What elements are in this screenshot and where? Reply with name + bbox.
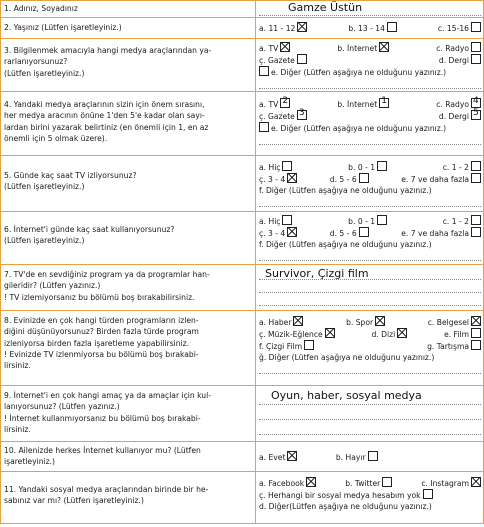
- option-label: f. Diğer (Lütfen aşağıya ne olduğunu yazınız.): [259, 240, 432, 249]
- checkbox[interactable]: [471, 328, 481, 338]
- option-label: e. Film: [444, 330, 469, 339]
- write-in-line[interactable]: [259, 405, 481, 420]
- question-line: (Lütfen işaretleyiniz.): [4, 68, 85, 78]
- question-line: ! İnternet kullanmıyorsanız bu bölümü boş bırakabi-: [4, 413, 201, 423]
- checkbox[interactable]: [259, 66, 269, 76]
- option-label: b. İnternet: [337, 44, 378, 53]
- checkbox-checked[interactable]: [471, 316, 481, 326]
- write-in-line[interactable]: [259, 78, 481, 89]
- other-label: [259, 66, 481, 78]
- checkbox[interactable]: [387, 22, 397, 32]
- option-label: b. Twitter: [345, 479, 381, 488]
- checkbox[interactable]: [368, 451, 378, 461]
- question-row-11: [1, 472, 484, 524]
- checkbox-checked[interactable]: [397, 328, 407, 338]
- option-label: c. 1 - 2: [442, 163, 469, 172]
- option-label: a. Facebook: [259, 479, 305, 488]
- option-label: b. 13 - 14: [348, 24, 385, 33]
- question-cell: [1, 18, 256, 39]
- option-label: b. Hayır: [335, 453, 366, 462]
- question-label: 2. Yaşınız (Lütfen işaretleyiniz.): [4, 23, 122, 32]
- option-label: ç. 3 - 4: [259, 229, 286, 238]
- answer-cell: [256, 18, 484, 39]
- rank-box[interactable]: [471, 110, 481, 120]
- answer-cell: [256, 472, 484, 524]
- answer-cell: [256, 39, 484, 92]
- option-label: e. 7 ve daha fazla: [401, 229, 469, 238]
- checkbox-checked[interactable]: [471, 477, 481, 487]
- name-line: [259, 1, 481, 16]
- option-label: c. Instagram: [421, 479, 469, 488]
- question-cell: [1, 442, 256, 472]
- checkbox[interactable]: [471, 161, 481, 171]
- write-in-line[interactable]: [259, 196, 481, 207]
- option-label: ç. Herhangi bir sosyal medya hesabım yok: [259, 491, 421, 500]
- checkbox-checked[interactable]: [280, 42, 290, 52]
- question-line: 11. Yandaki sosyal medya araçlarından birinde bir he-: [4, 485, 209, 494]
- option-label: ç. Müzik-Eğlence: [259, 330, 323, 339]
- question-line: (Lütfen işaretleyiniz.): [4, 236, 85, 246]
- question-line: diğini düşünüyorsunuz? Birden fazla türde program: [4, 327, 199, 337]
- option-label: d. Dergi: [438, 56, 469, 65]
- rank-box[interactable]: [280, 98, 290, 108]
- checkbox[interactable]: [471, 22, 481, 32]
- question-cell: [1, 1, 256, 18]
- rank-box[interactable]: [471, 98, 481, 108]
- checkbox-checked[interactable]: [325, 328, 335, 338]
- option-label: d. Diğer(Lütfen aşağıya ne olduğunu yazınız.): [259, 502, 432, 511]
- checkbox[interactable]: [471, 173, 481, 183]
- option-label: f. Çizgi Film: [259, 342, 303, 351]
- option-label: c. Belgesel: [427, 318, 469, 327]
- question-row-8: [1, 311, 484, 386]
- question-row-3: [1, 39, 484, 92]
- question-line: ! TV izlemiyorsanız bu bölümü boş bırakabilirsiniz.: [4, 292, 195, 302]
- question-row-2: [1, 18, 484, 39]
- checkbox[interactable]: [377, 161, 387, 171]
- question-cell: [1, 472, 256, 524]
- question-line: lardan birini yazarak belirtiniz (en önemli için 1, en az: [4, 122, 209, 132]
- rank-value: 3: [298, 108, 305, 118]
- write-in-line[interactable]: [259, 363, 481, 374]
- write-in-line[interactable]: [259, 420, 481, 435]
- question-cell: [1, 39, 256, 92]
- option-label: a. TV: [259, 100, 279, 109]
- option-label: ç. Gazete: [259, 56, 295, 65]
- rank-box[interactable]: [379, 98, 389, 108]
- option-label: c. 1 - 2: [442, 217, 469, 226]
- write-in-line[interactable]: [259, 280, 481, 293]
- option-label: a. TV: [259, 44, 279, 53]
- option-label: ğ. Diğer (Lütfen aşağıya ne olduğunu yazınız.): [259, 353, 435, 362]
- checkbox-checked[interactable]: [287, 451, 297, 461]
- question-line: 6. İnternet'i günde kaç saat kullanıyorsunuz?: [4, 225, 175, 234]
- question-cell: [1, 386, 256, 442]
- question-row-7: [1, 265, 484, 311]
- answer-cell: [256, 442, 484, 472]
- option-label: b. Spor: [346, 318, 374, 327]
- answer-cell: [256, 212, 484, 265]
- option-label: c. Radyo: [436, 44, 469, 53]
- question-cell: [1, 156, 256, 212]
- option-label: b. 0 - 1: [348, 217, 376, 226]
- option-label: d. 5 - 6: [329, 229, 357, 238]
- option-label: d. 5 - 6: [329, 175, 357, 184]
- option-label: d. Dizi: [371, 330, 396, 339]
- question-line: rarlanıyorsunuz?: [4, 57, 68, 67]
- question-row-6: [1, 212, 484, 265]
- question-row-10: [1, 442, 484, 472]
- checkbox-checked[interactable]: [297, 22, 307, 32]
- question-line: izleniyorsa birden fazla işaretleme yapabilirsiniz.: [4, 338, 190, 348]
- question-cell: [1, 311, 256, 386]
- checkbox-checked[interactable]: [375, 316, 385, 326]
- question-line: 7. TV'de en sevdiğiniz program ya da programlar han-: [4, 270, 210, 279]
- write-in-line[interactable]: [259, 134, 481, 145]
- option-label: a. Haber: [259, 318, 292, 327]
- checkbox-checked[interactable]: [379, 42, 389, 52]
- option-label: d. Dergi: [438, 112, 469, 121]
- answer-cell: [256, 311, 484, 386]
- question-row-9: [1, 386, 484, 442]
- option-label: a. 11 - 12: [259, 24, 296, 33]
- checkbox[interactable]: [359, 227, 369, 237]
- question-line: ! Evinizde TV izlenmiyorsa bu bölümü boş bırakabi-: [4, 349, 199, 359]
- answer-cell: [256, 1, 484, 18]
- question-line: sabınız var mı? (Lütfen işaretleyiniz.): [4, 496, 144, 506]
- question-row-1: [1, 1, 484, 18]
- rank-value: 1: [381, 96, 387, 106]
- answer-cell: [256, 92, 484, 156]
- option-label: a. Hiç: [259, 217, 281, 226]
- checkbox[interactable]: [304, 340, 314, 350]
- write-in-line[interactable]: [259, 386, 481, 405]
- checkbox-checked[interactable]: [287, 173, 297, 183]
- answer-cell: [256, 265, 484, 311]
- option-label: f. Diğer (Lütfen aşağıya ne olduğunu yazınız.): [259, 186, 432, 195]
- checkbox-checked[interactable]: [293, 316, 303, 326]
- question-label: 1. Adınız, Soyadınız: [4, 4, 78, 13]
- option-label: ç. Gazete: [259, 112, 295, 121]
- handwritten-answer: Survivor, Çizgi film: [265, 267, 369, 280]
- option-label: a. Hiç: [259, 163, 281, 172]
- option-evet: [259, 453, 297, 462]
- checkbox[interactable]: [282, 161, 292, 171]
- option-label: ç. 3 - 4: [259, 175, 286, 184]
- option-label: c. Radyo: [436, 100, 469, 109]
- checkbox-checked[interactable]: [306, 477, 316, 487]
- checkbox[interactable]: [423, 489, 433, 499]
- question-line: lanıyorsunuz? (Lütfen yazınız.): [4, 402, 120, 412]
- option-label: c. 15-16: [437, 24, 469, 33]
- checkbox[interactable]: [471, 340, 481, 350]
- question-line: 8. Evinizde en çok hangi türden programların izlen-: [4, 316, 199, 325]
- checkbox[interactable]: [471, 215, 481, 225]
- question-line: işaretleyiniz.): [4, 457, 55, 467]
- handwritten-answer: Gamze Üstün: [288, 1, 363, 14]
- question-line: 9. İnternet'i en çok hangi amaç ya da amaçlar için kul-: [4, 391, 211, 400]
- option-label: g. Tartışma: [427, 342, 469, 351]
- rank-box[interactable]: [297, 110, 307, 120]
- question-line: 3. Bilgilenmek amacıyla hangi medya araçlarından ya-: [4, 46, 212, 55]
- question-line: 10. Ailenizde herkes İnternet kullanıyor mu? (Lütfen: [4, 446, 201, 455]
- checkbox[interactable]: [359, 173, 369, 183]
- question-line: her medya aracının önüne 1'den 5'e kadar olan sayı-: [4, 111, 205, 121]
- handwritten-answer: Oyun, haber, sosyal medya: [271, 389, 422, 402]
- rank-value: 5: [473, 108, 479, 118]
- checkbox[interactable]: [297, 54, 307, 64]
- question-line: lirsiniz.: [4, 424, 31, 434]
- checkbox[interactable]: [377, 215, 387, 225]
- question-line: 4. Yandaki medya araçlarının sizin için önem sırasını,: [4, 100, 205, 109]
- checkbox[interactable]: [471, 227, 481, 237]
- checkbox[interactable]: [471, 54, 481, 64]
- checkbox[interactable]: [259, 122, 269, 132]
- option-label: b. İnternet: [337, 100, 378, 109]
- write-in-line[interactable]: [259, 293, 481, 306]
- answer-cell: [256, 156, 484, 212]
- question-line: 5. Günde kaç saat TV izliyorsunuz?: [4, 171, 137, 180]
- question-line: lirsiniz.: [4, 361, 31, 371]
- option-c[interactable]: [438, 22, 481, 34]
- option-hayir: [336, 453, 378, 462]
- checkbox[interactable]: [282, 215, 292, 225]
- option-label: e. Diğer (Lütfen aşağıya ne olduğunu yazınız.): [271, 68, 447, 77]
- option-label: e. Diğer (Lütfen aşağıya ne olduğunu yazınız.): [271, 124, 447, 133]
- question-line: (Lütfen işaretleyiniz.): [4, 182, 85, 192]
- question-cell: [1, 212, 256, 265]
- rank-value: 2: [282, 96, 289, 106]
- option-label: e. 7 ve daha fazla: [401, 175, 469, 184]
- answer-cell: [256, 386, 484, 442]
- checkbox-checked[interactable]: [287, 227, 297, 237]
- option-label: a. Evet: [259, 453, 286, 462]
- question-row-5: [1, 156, 484, 212]
- option-a[interactable]: [259, 22, 307, 34]
- checkbox[interactable]: [471, 42, 481, 52]
- write-in-line[interactable]: [259, 250, 481, 261]
- question-line: önemli için 5 olmak üzere).: [4, 133, 108, 143]
- checkbox[interactable]: [382, 477, 392, 487]
- question-cell: [1, 265, 256, 311]
- option-label: b. 0 - 1: [348, 163, 376, 172]
- write-in-line[interactable]: [259, 265, 481, 280]
- question-line: gileridir? (Lütfen yazınız.): [4, 281, 101, 291]
- rank-value: 4: [473, 96, 479, 106]
- option-b[interactable]: [348, 22, 397, 34]
- question-row-4: [1, 92, 484, 156]
- question-cell: [1, 92, 256, 156]
